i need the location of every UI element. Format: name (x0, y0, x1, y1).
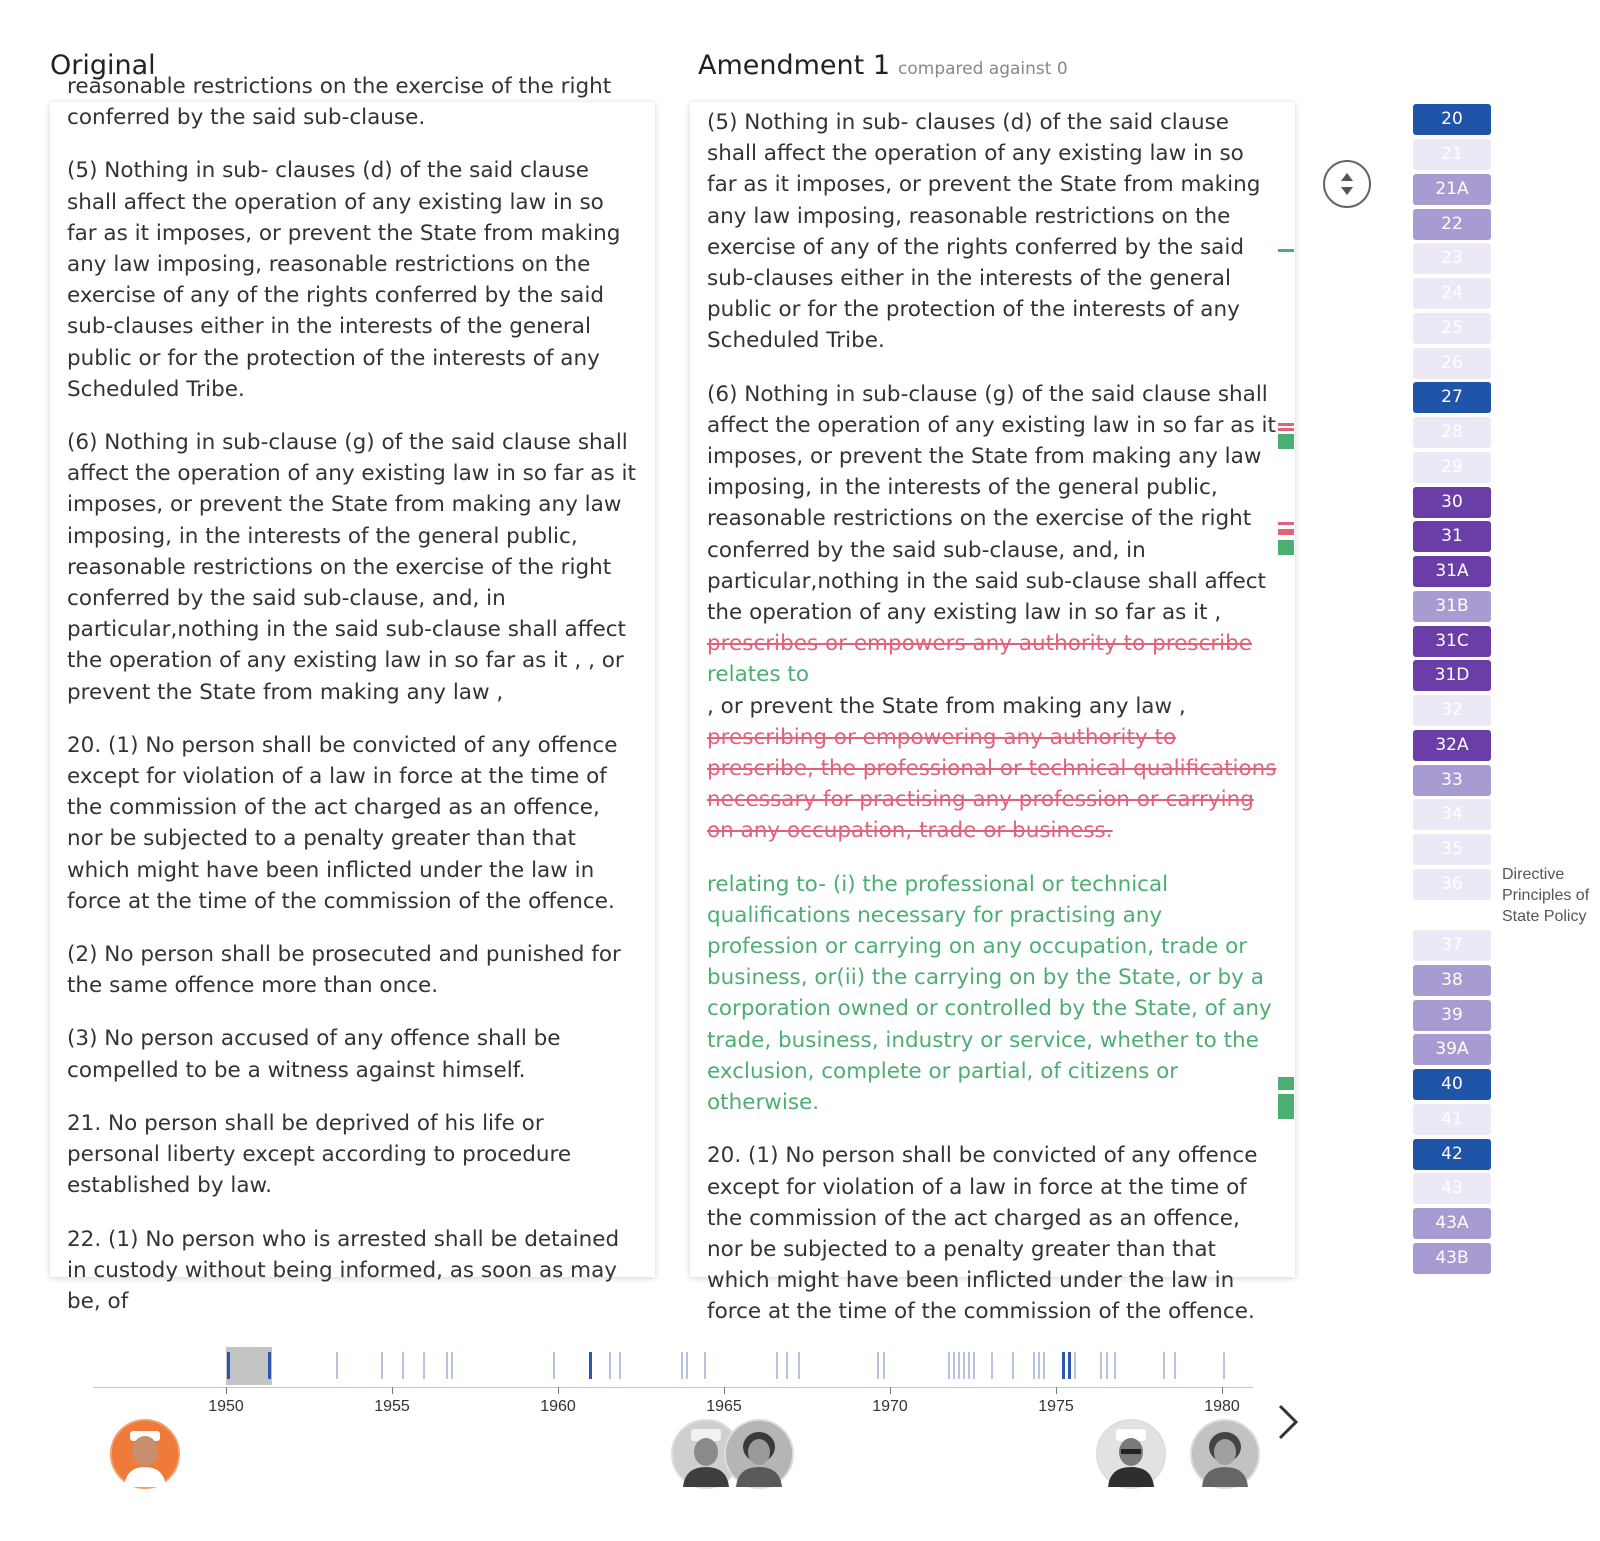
timeline-amendment-mark[interactable] (402, 1352, 404, 1379)
portrait-icon (1192, 1421, 1258, 1487)
amendment-title-text: Amendment 1 (698, 50, 891, 81)
original-paragraph: 20. (1) No person shall be convicted of any offence except for violation of a law in force at the time of the commission of the act charged as an offence, nor be subjected to a penalty greater than that which might have been inflicted under the law in force at the time of the commission of the offence. (67, 732, 618, 914)
article-button[interactable]: 27 (1413, 382, 1491, 413)
timeline-amendment-mark[interactable] (268, 1352, 271, 1379)
timeline-selection[interactable] (226, 1347, 272, 1385)
original-paragraph: reasonable restrictions on the exercise of the right conferred by the said sub-clause. (67, 74, 612, 131)
deleted-text: prescribing or empowering any authority to prescribe, the professional or technical qualifications necessary for practising any profession or carrying on any occupation, trade or business. (707, 724, 1277, 844)
change-marker-inserted[interactable] (1278, 1077, 1294, 1090)
amendment-paragraph: (5) Nothing in sub- clauses (d) of the said clause shall affect the operation of any existing law in so far as it imposes, or prevent the State from making any law imposing, reasonable restrictions on the exercise of any of the rights conferred by the said sub-clauses either in the interests of the general public or for the protection of the interests of any Scheduled Tribe. (707, 110, 1261, 354)
inserted-text: relates to (707, 662, 810, 688)
article-button[interactable]: 37 (1413, 930, 1491, 961)
article-button[interactable]: 35 (1413, 834, 1491, 865)
timeline-amendment-mark[interactable] (1174, 1352, 1176, 1379)
timeline-amendment-mark[interactable] (1223, 1352, 1225, 1379)
timeline-amendment-mark[interactable] (553, 1352, 555, 1379)
unchanged-text: (6) Nothing in sub-clause (g) of the said clause shall affect the operation of any existing law in so far as it imposes, or prevent the State from making any law imposing, in the interests of the general public, reasonable restrictions on the exercise of the right conferred by the said sub-clause, and, in particular,nothing in the said sub-clause shall affect the operation of any existing law in so far as it , (707, 381, 1276, 626)
timeline-amendment-mark[interactable] (336, 1352, 338, 1379)
timeline-amendment-mark[interactable] (963, 1352, 965, 1379)
amendment-text-panel[interactable] (690, 102, 1295, 1325)
part-label: Directive Principles of State Policy (1502, 866, 1590, 925)
article-button[interactable]: 43 (1413, 1173, 1491, 1204)
article-button[interactable]: 42 (1413, 1139, 1491, 1170)
timeline-amendment-mark[interactable] (968, 1352, 970, 1379)
article-button[interactable]: 29 (1413, 452, 1491, 483)
timeline-amendment-mark[interactable] (1163, 1352, 1165, 1379)
original-title: Original (50, 50, 156, 81)
change-marker-inserted[interactable] (1278, 540, 1294, 555)
sync-scroll-button[interactable] (1323, 160, 1371, 208)
timeline-amendment-mark[interactable] (589, 1352, 592, 1379)
deleted-text: prescribes or empowers any authority to prescribe (707, 631, 1253, 657)
timeline-amendment-mark[interactable] (1012, 1352, 1014, 1379)
timeline-tick (392, 1387, 393, 1394)
article-button[interactable]: 36 (1413, 869, 1491, 900)
original-text-panel[interactable] (50, 74, 655, 1314)
change-marker-inserted[interactable] (1278, 249, 1294, 252)
chevron-right-icon (1276, 1402, 1302, 1442)
timeline-amendment-mark[interactable] (1106, 1352, 1108, 1379)
portrait-icon (112, 1421, 178, 1487)
timeline-year-label: 1960 (540, 1398, 576, 1415)
article-button[interactable]: 40 (1413, 1069, 1491, 1100)
article-button[interactable]: 39A (1413, 1034, 1491, 1065)
timeline-year-label: 1955 (374, 1398, 410, 1415)
timeline-amendment-mark[interactable] (973, 1352, 975, 1379)
original-paragraph: 22. (1) No person who is arrested shall be detained in custody without being informed, as soon as may be, of (67, 1226, 620, 1314)
article-button[interactable]: 31B (1413, 591, 1491, 622)
original-paragraph: (3) No person accused of any offence shall be compelled to be a witness against himself. (67, 1026, 561, 1083)
article-button[interactable]: 25 (1413, 313, 1491, 344)
timeline-amendment-mark[interactable] (1100, 1352, 1102, 1379)
timeline-year-label: 1980 (1204, 1398, 1240, 1415)
timeline-year-label: 1970 (872, 1398, 908, 1415)
change-marker-deleted[interactable] (1278, 529, 1294, 535)
timeline-amendment-mark[interactable] (798, 1352, 800, 1379)
article-button[interactable]: 21 (1413, 139, 1491, 170)
timeline-tick (558, 1387, 559, 1394)
timeline-year-label: 1975 (1038, 1398, 1074, 1415)
change-marker-deleted[interactable] (1278, 428, 1294, 431)
timeline-axis (93, 1387, 1253, 1388)
pm-avatar[interactable] (1096, 1419, 1166, 1489)
article-button[interactable]: 33 (1413, 765, 1491, 796)
timeline-amendment-mark[interactable] (619, 1352, 621, 1379)
timeline-year-label: 1965 (706, 1398, 742, 1415)
timeline-amendment-mark[interactable] (1062, 1352, 1065, 1379)
amendment-paragraph (707, 379, 1278, 847)
change-marker-deleted[interactable] (1278, 423, 1294, 426)
original-text-content (67, 71, 638, 1339)
article-button[interactable]: 30 (1413, 487, 1491, 518)
timeline-amendment-mark[interactable] (883, 1352, 885, 1379)
article-button[interactable]: 31 (1413, 521, 1491, 552)
timeline-amendment-mark[interactable] (686, 1352, 688, 1379)
timeline-amendment-mark[interactable] (1043, 1352, 1045, 1379)
timeline-amendment-mark[interactable] (953, 1352, 955, 1379)
article-button[interactable]: 39 (1413, 1000, 1491, 1031)
pm-avatar[interactable] (1190, 1419, 1260, 1489)
timeline-amendment-mark[interactable] (991, 1352, 993, 1379)
timeline-amendment-mark[interactable] (227, 1352, 230, 1379)
article-button[interactable]: 26 (1413, 348, 1491, 379)
timeline-amendment-mark[interactable] (1038, 1352, 1040, 1379)
article-button[interactable]: 32A (1413, 730, 1491, 761)
article-button[interactable]: 21A (1413, 174, 1491, 205)
original-paragraph: (6) Nothing in sub-clause (g) of the said clause shall affect the operation of any existing law in so far as it imposes, or prevent the State from making any law imposing, in the interests of the general public, reasonable restrictions on the exercise of the right conferred by the said sub-clause, and, in particular,nothing in the said sub-clause shall affect the operation of any existing law in so far as it , , or prevent the State from making any law , (67, 430, 636, 705)
change-marker-inserted[interactable] (1278, 1094, 1294, 1119)
sort-arrows-icon (1325, 162, 1369, 206)
article-button[interactable]: 43A (1413, 1208, 1491, 1239)
article-button[interactable]: 31C (1413, 626, 1491, 657)
timeline-amendment-mark[interactable] (704, 1352, 706, 1379)
pm-avatar[interactable] (110, 1419, 180, 1489)
article-button[interactable]: 34 (1413, 799, 1491, 830)
amendment-title (698, 50, 1068, 81)
article-button[interactable]: 38 (1413, 965, 1491, 996)
timeline-next-button[interactable] (1276, 1402, 1302, 1453)
unchanged-text: , or prevent the State from making any law , (707, 693, 1186, 719)
timeline-amendment-mark[interactable] (958, 1352, 960, 1379)
timeline-amendment-mark[interactable] (681, 1352, 683, 1379)
timeline-year-label: 1950 (208, 1398, 244, 1415)
article-button[interactable]: 23 (1413, 243, 1491, 274)
article-button[interactable]: 31A (1413, 556, 1491, 587)
timeline-tick (724, 1387, 725, 1394)
timeline-amendment-mark[interactable] (786, 1352, 788, 1379)
amendment-text-content (707, 107, 1278, 1350)
article-button[interactable]: 24 (1413, 278, 1491, 309)
timeline-amendment-mark[interactable] (609, 1352, 611, 1379)
timeline-tick (1222, 1387, 1223, 1394)
change-marker-deleted[interactable] (1278, 522, 1294, 525)
timeline-amendment-mark[interactable] (948, 1352, 950, 1379)
timeline-tick (1056, 1387, 1057, 1394)
portrait-icon (1098, 1421, 1164, 1487)
timeline-amendment-mark[interactable] (446, 1352, 448, 1379)
timeline-tick (226, 1387, 227, 1394)
timeline-amendment-mark[interactable] (877, 1352, 879, 1379)
timeline-amendment-mark[interactable] (423, 1352, 425, 1379)
timeline-amendment-mark[interactable] (776, 1352, 778, 1379)
original-paragraph: (2) No person shall be prosecuted and punished for the same offence more than once. (67, 942, 621, 999)
compared-against-label: compared against 0 (898, 59, 1068, 79)
timeline-amendment-mark[interactable] (1074, 1352, 1076, 1379)
article-button[interactable]: 31D (1413, 660, 1491, 691)
change-marker-inserted[interactable] (1278, 434, 1294, 449)
original-paragraph: (5) Nothing in sub- clauses (d) of the said clause shall affect the operation of any existing law in so far as it imposes, or prevent the State from making any law imposing, reasonable restrictions on the exercise of any of the rights conferred by the said sub-clauses either in the interests of the general public or for the protection of the interests of any Scheduled Tribe. (67, 158, 621, 402)
portrait-icon (726, 1421, 792, 1487)
article-button[interactable]: 22 (1413, 209, 1491, 240)
article-button[interactable]: 20 (1413, 104, 1491, 135)
timeline-amendment-mark[interactable] (1068, 1352, 1071, 1379)
article-button[interactable]: 28 (1413, 417, 1491, 448)
pm-avatar[interactable] (724, 1419, 794, 1489)
article-button[interactable]: 41 (1413, 1104, 1491, 1135)
timeline-amendment-mark[interactable] (1033, 1352, 1035, 1379)
timeline-amendment-mark[interactable] (381, 1352, 383, 1379)
timeline-amendment-mark[interactable] (1114, 1352, 1116, 1379)
article-button[interactable]: 32 (1413, 695, 1491, 726)
amendment-paragraph: 20. (1) No person shall be convicted of any offence except for violation of a law in force at the time of the commission of the act charged as an offence, nor be subjected to a penalty greater than that which might have been inflicted under the law in force at the time of the commission of the offence. (707, 1143, 1258, 1325)
article-button[interactable]: 43B (1413, 1243, 1491, 1274)
original-paragraph: 21. No person shall be deprived of his life or personal liberty except according to procedure established by law. (67, 1110, 572, 1199)
inserted-paragraph: relating to- (i) the professional or technical qualifications necessary for practising any profession or carrying on any occupation, trade or business, or(ii) the carrying on by the State, or by a corporation owned or controlled by the State, of any trade, business, industry or service, whether to the exclusion, complete or partial, of citizens or otherwise. (707, 871, 1272, 1116)
timeline-tick (890, 1387, 891, 1394)
timeline-amendment-mark[interactable] (451, 1352, 453, 1379)
